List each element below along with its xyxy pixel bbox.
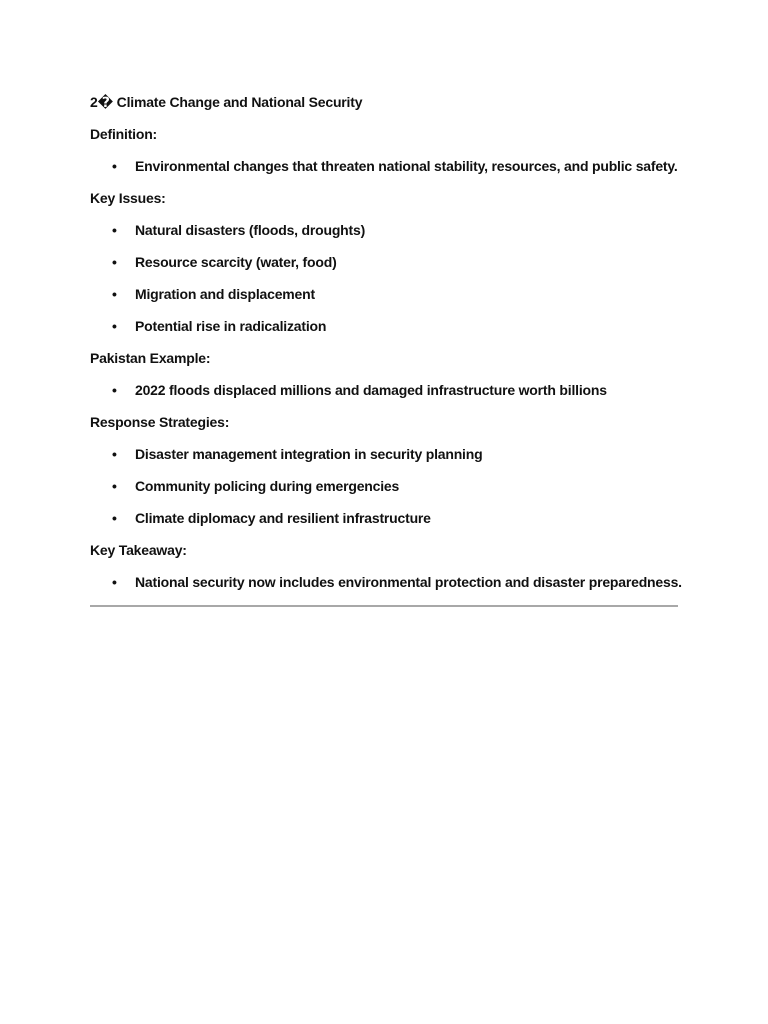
bullet-icon: • — [112, 254, 117, 270]
bullet-icon: • — [112, 158, 117, 174]
section-heading-key-issues: Key Issues: — [90, 190, 166, 206]
list-item — [90, 283, 678, 305]
document-title: 2� Climate Change and National Security — [90, 94, 363, 110]
bullet-icon: • — [112, 382, 117, 398]
list-item-text: Environmental changes that threaten national stability, resources, and public safety. — [135, 158, 678, 174]
bullet-icon: • — [112, 318, 117, 334]
list-item — [90, 315, 678, 337]
list-item-text: Community policing during emergencies — [135, 478, 400, 494]
list-item — [90, 251, 678, 273]
list-item — [90, 443, 678, 465]
bullet-icon: • — [112, 286, 117, 302]
list-item-text: 2022 floods displaced millions and damaged infrastructure worth billions — [135, 382, 607, 398]
section-heading-response-strategies: Response Strategies: — [90, 414, 230, 430]
bullet-icon: • — [112, 446, 117, 462]
list-item — [90, 571, 682, 593]
list-item-text: Potential rise in radicalization — [135, 318, 327, 334]
list-item-text: Migration and displacement — [135, 286, 315, 302]
document-body — [90, 91, 682, 603]
list-item-text: Natural disasters (floods, droughts) — [135, 222, 366, 238]
bullet-icon: • — [112, 478, 117, 494]
list-item — [90, 155, 678, 177]
list-item — [90, 379, 678, 401]
section-heading-definition: Definition: — [90, 126, 158, 142]
section-heading-pakistan-example: Pakistan Example: — [90, 350, 211, 366]
bullet-icon: • — [112, 222, 117, 238]
list-item-text: Disaster management integration in security planning — [135, 446, 483, 462]
list-item — [90, 475, 678, 497]
list-item-text: Resource scarcity (water, food) — [135, 254, 337, 270]
list-item — [90, 219, 678, 241]
horizontal-divider — [90, 605, 678, 607]
list-item — [90, 507, 678, 529]
bullet-icon: • — [112, 510, 117, 526]
section-heading-key-takeaway: Key Takeaway: — [90, 542, 187, 558]
bullet-icon: • — [112, 574, 117, 590]
list-item-text: Climate diplomacy and resilient infrastructure — [135, 510, 431, 526]
list-item-text: National security now includes environmental protection and disaster preparedness. — [135, 574, 682, 590]
